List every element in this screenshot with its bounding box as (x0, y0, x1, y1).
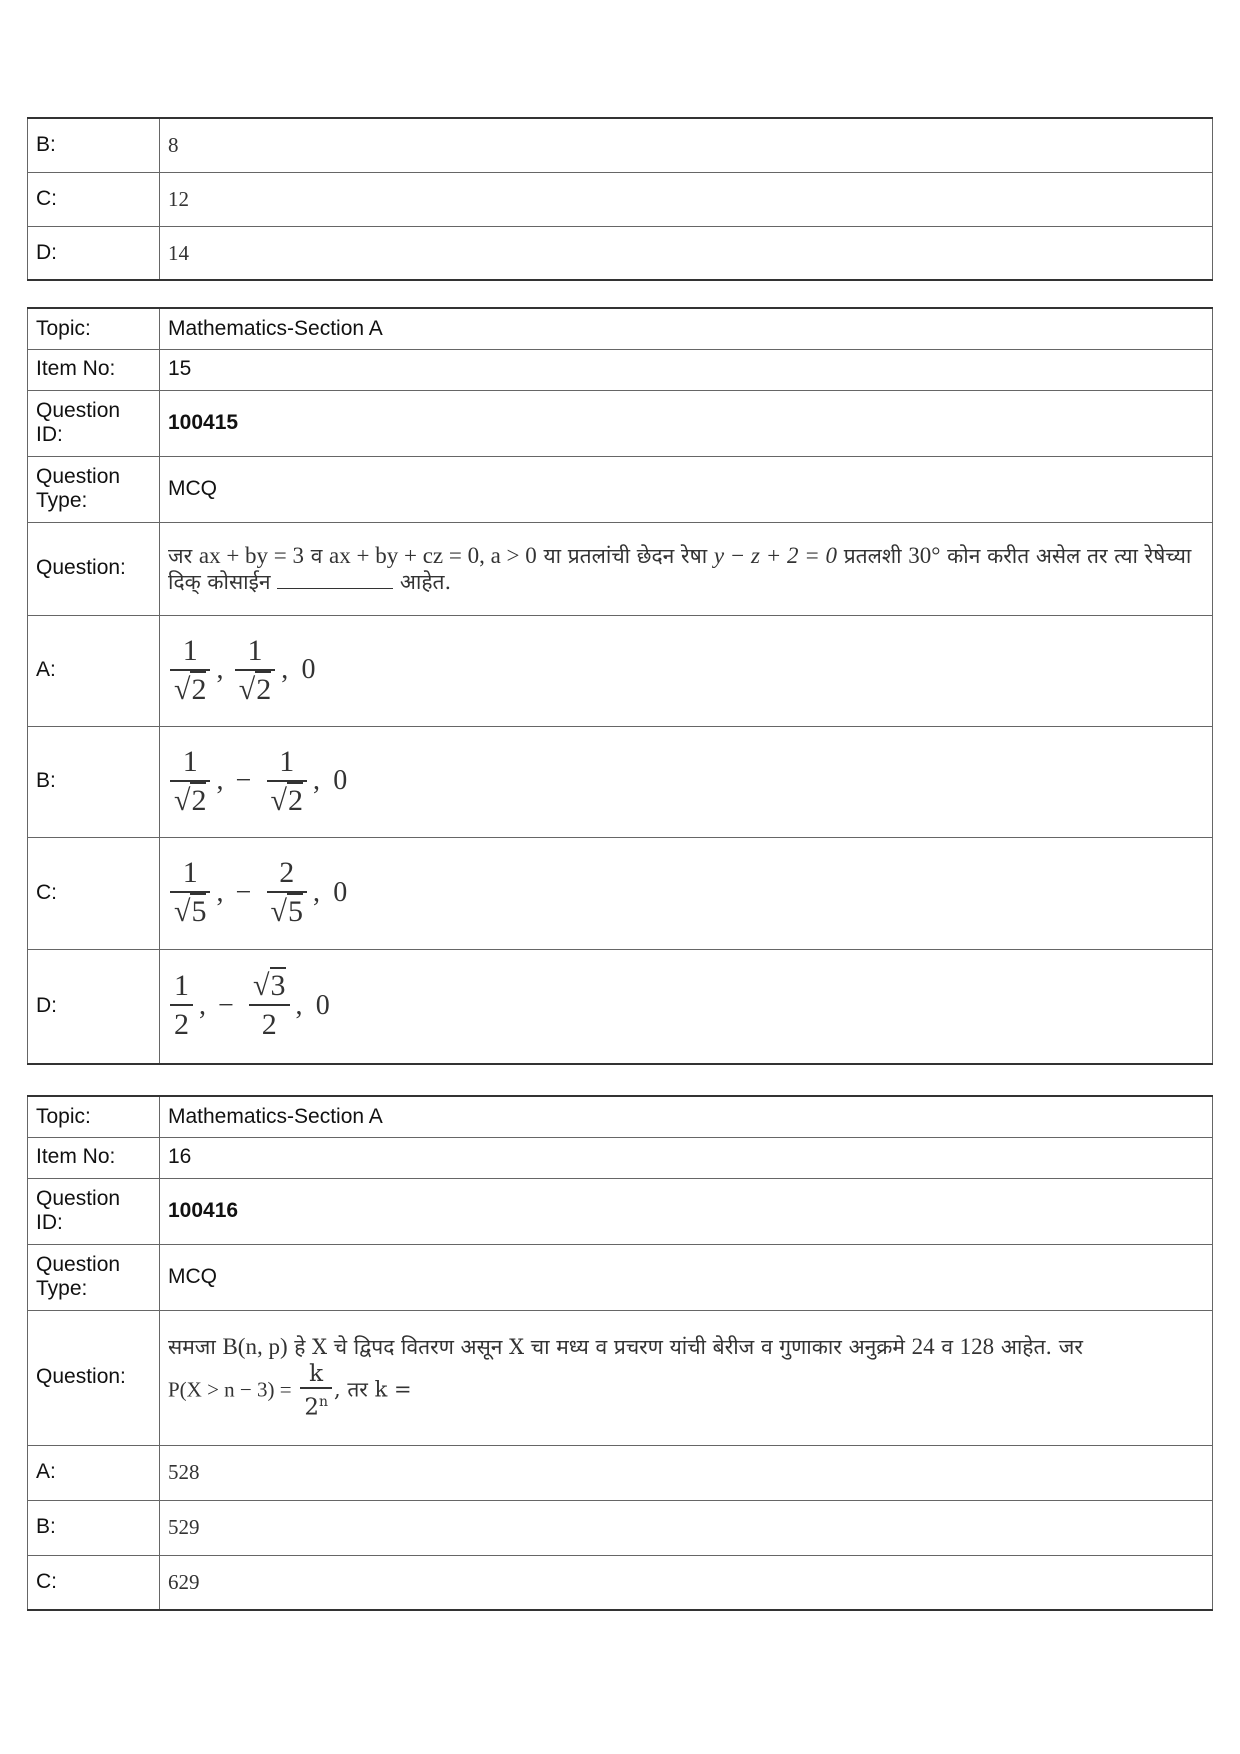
question-id-value: 100415 (160, 390, 1213, 456)
option-label: B: (28, 118, 160, 172)
fraction-numerator: k (300, 1361, 332, 1389)
question-text-part: , तर k = (333, 1377, 412, 1402)
option-a-row (28, 615, 1213, 726)
topic-row (28, 1096, 1213, 1137)
option-c-value: 629 (160, 1555, 1213, 1610)
option-b-label: B: (28, 1500, 160, 1555)
fraction-denominator: 5 (287, 895, 303, 928)
topic-value: Mathematics-Section A (160, 308, 1213, 349)
fraction-denominator: 2 (191, 783, 207, 817)
question-text-part: आहेत. जर (994, 1335, 1083, 1360)
question-label: Question: (28, 522, 160, 615)
item-no-row (28, 349, 1213, 390)
question-text-part: जर (168, 544, 199, 569)
question-math: B(n, p) (222, 1334, 288, 1360)
question-math: 128 (959, 1334, 995, 1360)
fraction-denominator: 2 (304, 1394, 319, 1421)
fraction-denominator: 5 (191, 895, 207, 928)
fraction: $\frac{2}{√5}$ (267, 855, 307, 931)
fraction-denominator: 2 (174, 1008, 189, 1042)
option-c-value: $\frac{1}{√5}$ , − $\frac{2}{√5}$ , 0 (160, 837, 1213, 949)
question-text-part: प्रतलशी (837, 544, 909, 569)
question-type-row (28, 1244, 1213, 1310)
fraction (170, 968, 193, 1044)
question-text (160, 522, 1213, 615)
answer-blank (277, 570, 393, 589)
fraction: $\frac{1}{√2}$ (170, 633, 210, 709)
option-c-row (28, 837, 1213, 949)
item-no-value: 15 (160, 349, 1213, 390)
option-b-value: $\frac{1}{√2}$ , − $\frac{1}{√2}$ , 0 (160, 726, 1213, 837)
previous-question-options-table (27, 117, 1213, 281)
fraction-numerator: 2 (267, 855, 307, 893)
fraction-numerator: 1 (235, 633, 275, 671)
item-no-row (28, 1137, 1213, 1178)
question-id-label: Question ID: (28, 1178, 160, 1244)
option-label: C: (28, 172, 160, 226)
fraction-numerator: 1 (170, 744, 210, 782)
fraction-denominator: 2 (256, 672, 272, 706)
question-math: y − z + 2 = 0 (713, 543, 838, 569)
topic-value: Mathematics-Section A (160, 1096, 1213, 1137)
fraction-denominator: 2 (287, 783, 303, 817)
question-15-table (27, 307, 1213, 1065)
question-text-part: व (934, 1335, 960, 1360)
option-d-value: $\frac{1}{2}$ , − $\frac{√3}{2}$ , 0 (160, 949, 1213, 1064)
question-row (28, 522, 1213, 615)
option-b-value: 529 (160, 1500, 1213, 1555)
question-type-row (28, 456, 1213, 522)
option-label: D: (28, 226, 160, 280)
question-id-label: Question ID: (28, 390, 160, 456)
zero-value: 0 (333, 876, 348, 908)
fraction-numerator: 1 (170, 633, 210, 671)
fraction: $\frac{1}{√2}$ (267, 744, 307, 820)
question-id-row (28, 1178, 1213, 1244)
question-type-label: Question Type: (28, 1244, 160, 1310)
fraction: $\frac{√3}{2}$ (249, 968, 289, 1044)
option-a-label: A: (28, 1445, 160, 1500)
zero-value: 0 (301, 654, 316, 686)
fraction-denominator: 2 (261, 1008, 277, 1042)
question-16-table (27, 1095, 1213, 1611)
question-text-part: समजा (168, 1335, 223, 1360)
fraction-numerator: 1 (267, 744, 307, 782)
question-expression: P(X > n − 3) = (168, 1377, 292, 1402)
zero-value: 0 (333, 765, 348, 797)
question-math: ax + by = 3 (198, 543, 305, 569)
zero-value: 0 (315, 990, 330, 1022)
topic-row (28, 308, 1213, 349)
fraction-numerator: 1 (170, 968, 193, 1006)
question-math: 24 (911, 1334, 935, 1360)
fraction-numerator: 3 (270, 969, 286, 1003)
question-id-row (28, 390, 1213, 456)
option-b-label: B: (28, 726, 160, 837)
fraction: $\frac{1}{√5}$ (170, 855, 210, 931)
option-c-label: C: (28, 1555, 160, 1610)
option-d-row (28, 949, 1213, 1064)
option-row (28, 118, 1213, 172)
fraction: $\frac{1}{√2}$ (170, 744, 210, 820)
option-value: 12 (160, 172, 1213, 226)
option-c-label: C: (28, 837, 160, 949)
option-b-row (28, 726, 1213, 837)
question-type-value: MCQ (160, 1244, 1213, 1310)
item-no-label: Item No: (28, 1137, 160, 1178)
question-row (28, 1310, 1213, 1445)
option-value: 14 (160, 226, 1213, 280)
question-text-part: व (304, 544, 330, 569)
question-type-label: Question Type: (28, 456, 160, 522)
option-value: 8 (160, 118, 1213, 172)
question-text-part: आहेत. (393, 569, 452, 594)
fraction-exponent: n (318, 1393, 328, 1410)
topic-label: Topic: (28, 308, 160, 349)
question-math: ax + by + cz = 0, a > 0 (329, 543, 537, 569)
option-d-label: D: (28, 949, 160, 1064)
question-id-value: 100416 (160, 1178, 1213, 1244)
question-text-part: हे X चे द्विपद वितरण असून X चा मध्य व प्रचरण यांची बेरीज व गुणाकार अनुक्रमे (287, 1335, 912, 1360)
question-label: Question: (28, 1310, 160, 1445)
question-text (160, 1310, 1213, 1445)
option-a-row (28, 1445, 1213, 1500)
topic-label: Topic: (28, 1096, 160, 1137)
option-c-row (28, 1555, 1213, 1610)
question-math: 30° (908, 543, 941, 569)
option-a-value: $\frac{1}{√2}$ , $\frac{1}{√2}$ , 0 (160, 615, 1213, 726)
fraction-denominator: 2 (191, 672, 207, 706)
option-b-row (28, 1500, 1213, 1555)
item-no-label: Item No: (28, 349, 160, 390)
fraction-numerator: 1 (170, 855, 210, 893)
question-text-part: या प्रतलांची छेदन रेषा (536, 544, 714, 569)
question-type-value: MCQ (160, 456, 1213, 522)
option-row (28, 172, 1213, 226)
option-a-value: 528 (160, 1445, 1213, 1500)
fraction: $\frac{1}{√2}$ (235, 633, 275, 709)
fraction (300, 1361, 332, 1421)
item-no-value: 16 (160, 1137, 1213, 1178)
option-a-label: A: (28, 615, 160, 726)
question-text-part: कोन करीत असेल तर त्या रेषेच्या दिक् कोसाईन (168, 544, 1192, 594)
option-row (28, 226, 1213, 280)
